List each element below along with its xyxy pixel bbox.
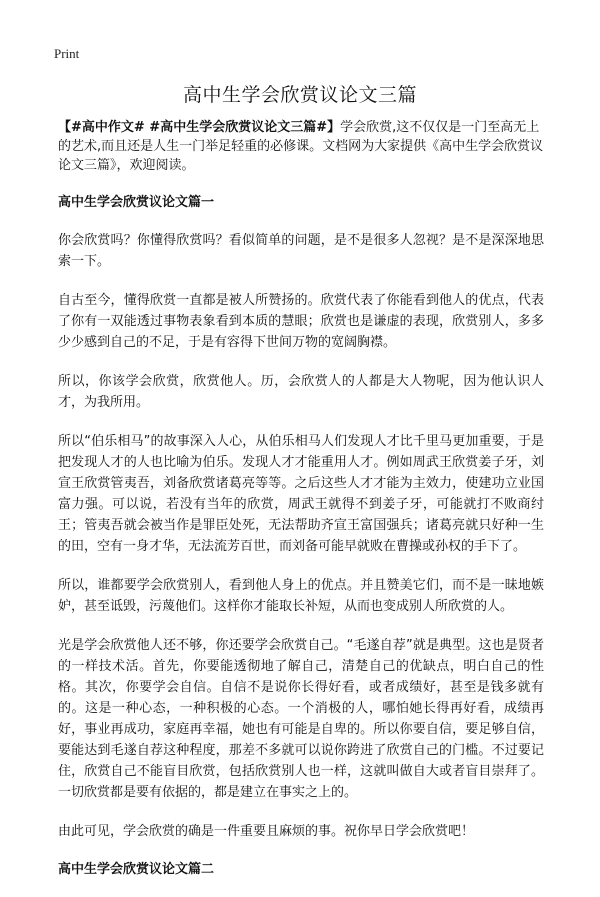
paragraph: 自古至今，懂得欣赏一直都是被人所赞扬的。欣赏代表了你能看到他人的优点，代表了你有一双能透过事物表象看到本质的慧眼；欣赏也是谦虚的表现，欣赏别人，多多少少感到自己的不足，于是有容得下世间万物的宽阔胸襟。 [58,293,544,350]
intro-tags: 【#高中作文# #高中生学会欣赏议论文三篇#】 [58,120,341,135]
article-body [58,118,544,897]
section-heading-2: 高中生学会欣赏议论文篇二 [58,862,215,877]
print-link[interactable]: Print [54,46,80,61]
section-heading-1: 高中生学会欣赏议论文篇一 [58,195,215,210]
paragraph: 所以，你该学会欣赏，欣赏他人。历，会欣赏人的人都是大人物呢，因为他认识人才，为我所用。 [58,374,544,410]
article-intro [58,118,544,175]
page-title: 高中生学会欣赏议论文三篇 [182,84,417,106]
paragraph: 所以“伯乐相马”的故事深入人心，从伯乐相马人们发现人才比千里马更加重要，于是把发现人才的人也比喻为伯乐。发现人才才能重用人才。例如周武王欣赏姜子牙，刘宣王欣赏管夷吾，刘备欣赏诸葛亮等等。之后这些人才才能为主效力，使建功立业国富力强。可以说，若没有当年的欣赏，周武王就得不到姜子牙，可能就打不败商纣王；管夷吾就会被当作是罪臣处死，无法帮助齐宣王富国强兵；诸葛亮就只好种一生的田，空有一身才华，无法流芳百世，而刘备可能早就败在曹操或孙权的手下了。 [58,434,544,554]
paragraph: 你会欣赏吗？你懂得欣赏吗？看似简单的问题，是不是很多人忽视？是不是深深地思索一下。 [58,233,544,269]
intro-text: 学会欣赏,这不仅仅是一门至高无上的艺术,而且还是人生一门举足轻重的必修课。文档网为大家提供《高中生学会欣赏议论文三篇》，欢迎阅读。 [58,120,544,173]
paragraph: 光是学会欣赏他人还不够，你还要学会欣赏自己。“毛遂自荐”就是典型。这也是贤者的一样技术活。首先，你要能透彻地了解自己，清楚自己的优缺点，明白自己的性格。其次，你要学会自信。自信不是说你长得好看，或者成绩好，甚至是钱多就有的。这是一种心态，一种积极的心态。一个消极的人，哪怕她长得再好看，成绩再好，事业再成功，家庭再幸福，她也有可能是自卑的。所以你要自信，要足够自信，要能达到毛遂自荐这种程度，那差不多就可以说你跨进了欣赏自己的门槛。不过要记住，欣赏自己不能盲目欣赏，包括欣赏别人也一样，这就叫做自大或者盲目崇拜了。一切欣赏都是要有依据的，都是建立在事实之上的。 [58,638,544,800]
paragraph: 所以，谁都要学会欣赏别人，看到他人身上的优点。并且赞美它们，而不是一昧地嫉妒，甚至诋毁，污蔑他们。这样你才能取长补短，从而也变成别人所欣赏的人。 [58,578,544,614]
paragraph: 由此可见，学会欣赏的确是一件重要且麻烦的事。祝你早日学会欣赏吧！ [58,824,475,839]
